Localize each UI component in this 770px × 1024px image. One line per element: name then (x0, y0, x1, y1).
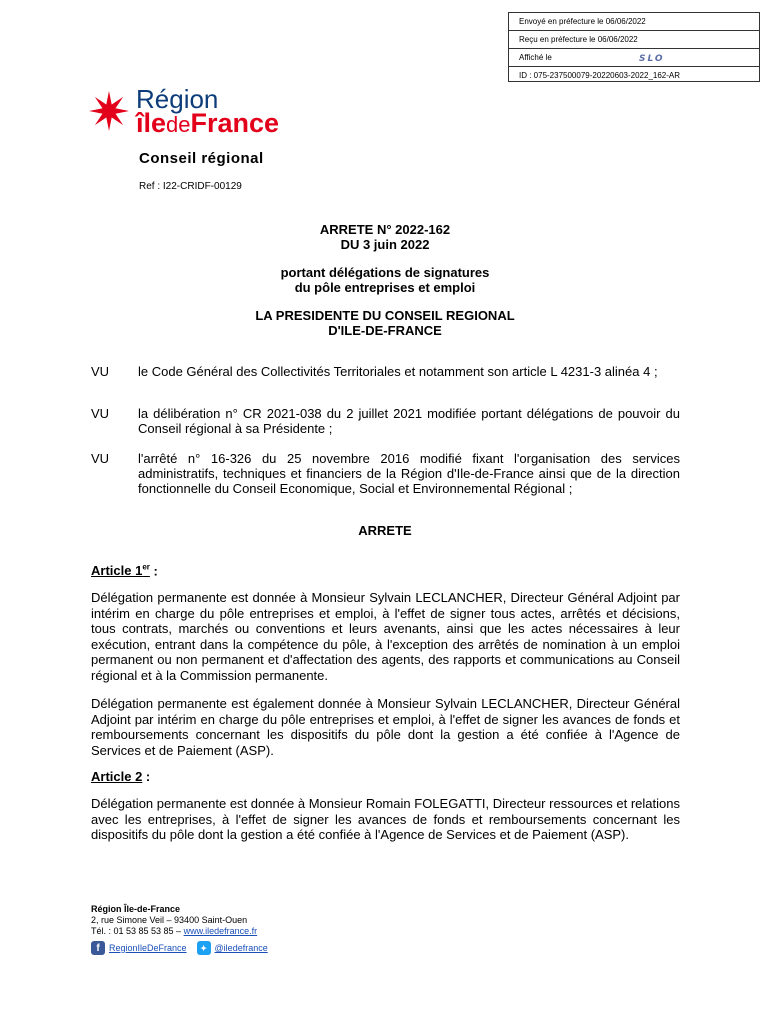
footer-contact (91, 926, 257, 937)
twitter-icon: ✦ (197, 941, 211, 955)
website-link[interactable]: www.iledefrance.fr (183, 926, 258, 936)
vu-text-3: l'arrêté n° 16-326 du 25 novembre 2016 modifié fixant l'organisation des services administratifs, techniques et financiers de la Région d'Ile-de-France ainsi que de la direction fonctionnelle du Conseil Economique, Social et Environnemental Régional ; (138, 451, 680, 496)
stamp-sent: Envoyé en préfecture le 06/06/2022 (509, 13, 759, 31)
vu-label-1: VU (91, 364, 110, 379)
presidente-line-1: LA PRESIDENTE DU CONSEIL REGIONAL (255, 308, 515, 323)
article-2-paragraph-1: Délégation permanente est donnée à Monsieur Romain FOLEGATTI, Directeur ressources et relations avec les entreprises, à l'effet de signer les avances de fonds et remboursements concernant les dispositifs du pôle dont la gestion a été confiée à l'Agence de Services et de Paiement (ASP). (91, 796, 680, 842)
vu-text-1: le Code Général des Collectivités Territoriales et notamment son article L 4231-3 alinéa 4 ; (138, 364, 658, 379)
stamp-posted-label: Affiché le (519, 53, 552, 62)
star-icon (88, 90, 130, 132)
prefecture-stamp (508, 12, 760, 82)
stamp-id: ID : 075-237500079-20220603-2022_162-AR (519, 71, 681, 80)
arrete-number: ARRETE N° 2022-162 (319, 222, 451, 237)
region-logo (88, 84, 318, 144)
article-1-paragraph-1: Délégation permanente est donnée à Monsieur Sylvain LECLANCHER, Directeur Général Adjoint par intérim en charge du pôle entreprises et emploi, à l'effet de signer tous actes, arrêtés et décisions, tous contrats, marchés ou conventions et leurs avenants, ainsi que les actes nécessaires à leur exécution, entrant dans la compétence du pôle, à l'exception des arrêtés de nomination à un emploi permanent ou non permanent et d'affectation des agents, des rapports et communications au Conseil régional et à la Commission permanente. (91, 590, 680, 683)
footer (91, 904, 257, 937)
article-2-title (91, 769, 150, 784)
footer-tel: Tél. : 01 53 85 53 85 – (91, 926, 184, 936)
reference: Ref : I22-CRIDF-00129 (139, 181, 242, 192)
logo-france: France (190, 108, 280, 138)
twitter-link[interactable]: @iledefrance (214, 943, 268, 953)
facebook-link[interactable]: RegionIleDeFrance (109, 943, 187, 953)
stamp-slo-logo: SLO (639, 54, 665, 64)
article-1-paragraph-2: Délégation permanente est également donnée à Monsieur Sylvain LECLANCHER, Directeur Général Adjoint par intérim en charge du pôle entreprises et emploi, à l'effet de signer les avances de fonds et remboursements concernant les dispositifs du pôle dont la gestion a été confiée à l'Agence de Services et de Paiement (ASP). (91, 696, 680, 758)
article-1-sup: er (142, 563, 150, 572)
article-1-label: Article 1 (91, 563, 143, 579)
vu-text-2: la délibération n° CR 2021-038 du 2 juillet 2021 modifiée portant délégations de pouvoir du Conseil régional à sa Présidente ; (138, 406, 680, 436)
article-2-colon: : (142, 769, 151, 784)
facebook-icon: f (91, 941, 105, 955)
social-links (91, 941, 274, 955)
vu-label-2: VU (91, 406, 110, 421)
stamp-received: Reçu en préfecture le 06/06/2022 (509, 31, 759, 49)
stamp-posted (509, 49, 759, 67)
council-heading: Conseil régional (139, 150, 264, 167)
subject-line-2: du pôle entreprises et emploi (294, 280, 476, 295)
vu-label-3: VU (91, 451, 110, 466)
arrete-date: DU 3 juin 2022 (340, 237, 430, 252)
subject-line-1: portant délégations de signatures (280, 265, 490, 280)
footer-address: 2, rue Simone Veil – 93400 Saint-Ouen (91, 915, 248, 925)
footer-org: Région Île-de-France (91, 904, 181, 914)
article-1-title (91, 563, 158, 578)
logo-region-text: Région (136, 84, 219, 114)
article-2-label: Article 2 (91, 769, 143, 784)
arrete-heading: ARRETE (358, 523, 412, 538)
article-1-colon: : (149, 563, 158, 579)
logo-ile: île (136, 108, 167, 138)
logo-iledefrance-text (136, 108, 279, 139)
logo-de: de (166, 112, 191, 137)
presidente-line-2: D'ILE-DE-FRANCE (328, 323, 442, 338)
